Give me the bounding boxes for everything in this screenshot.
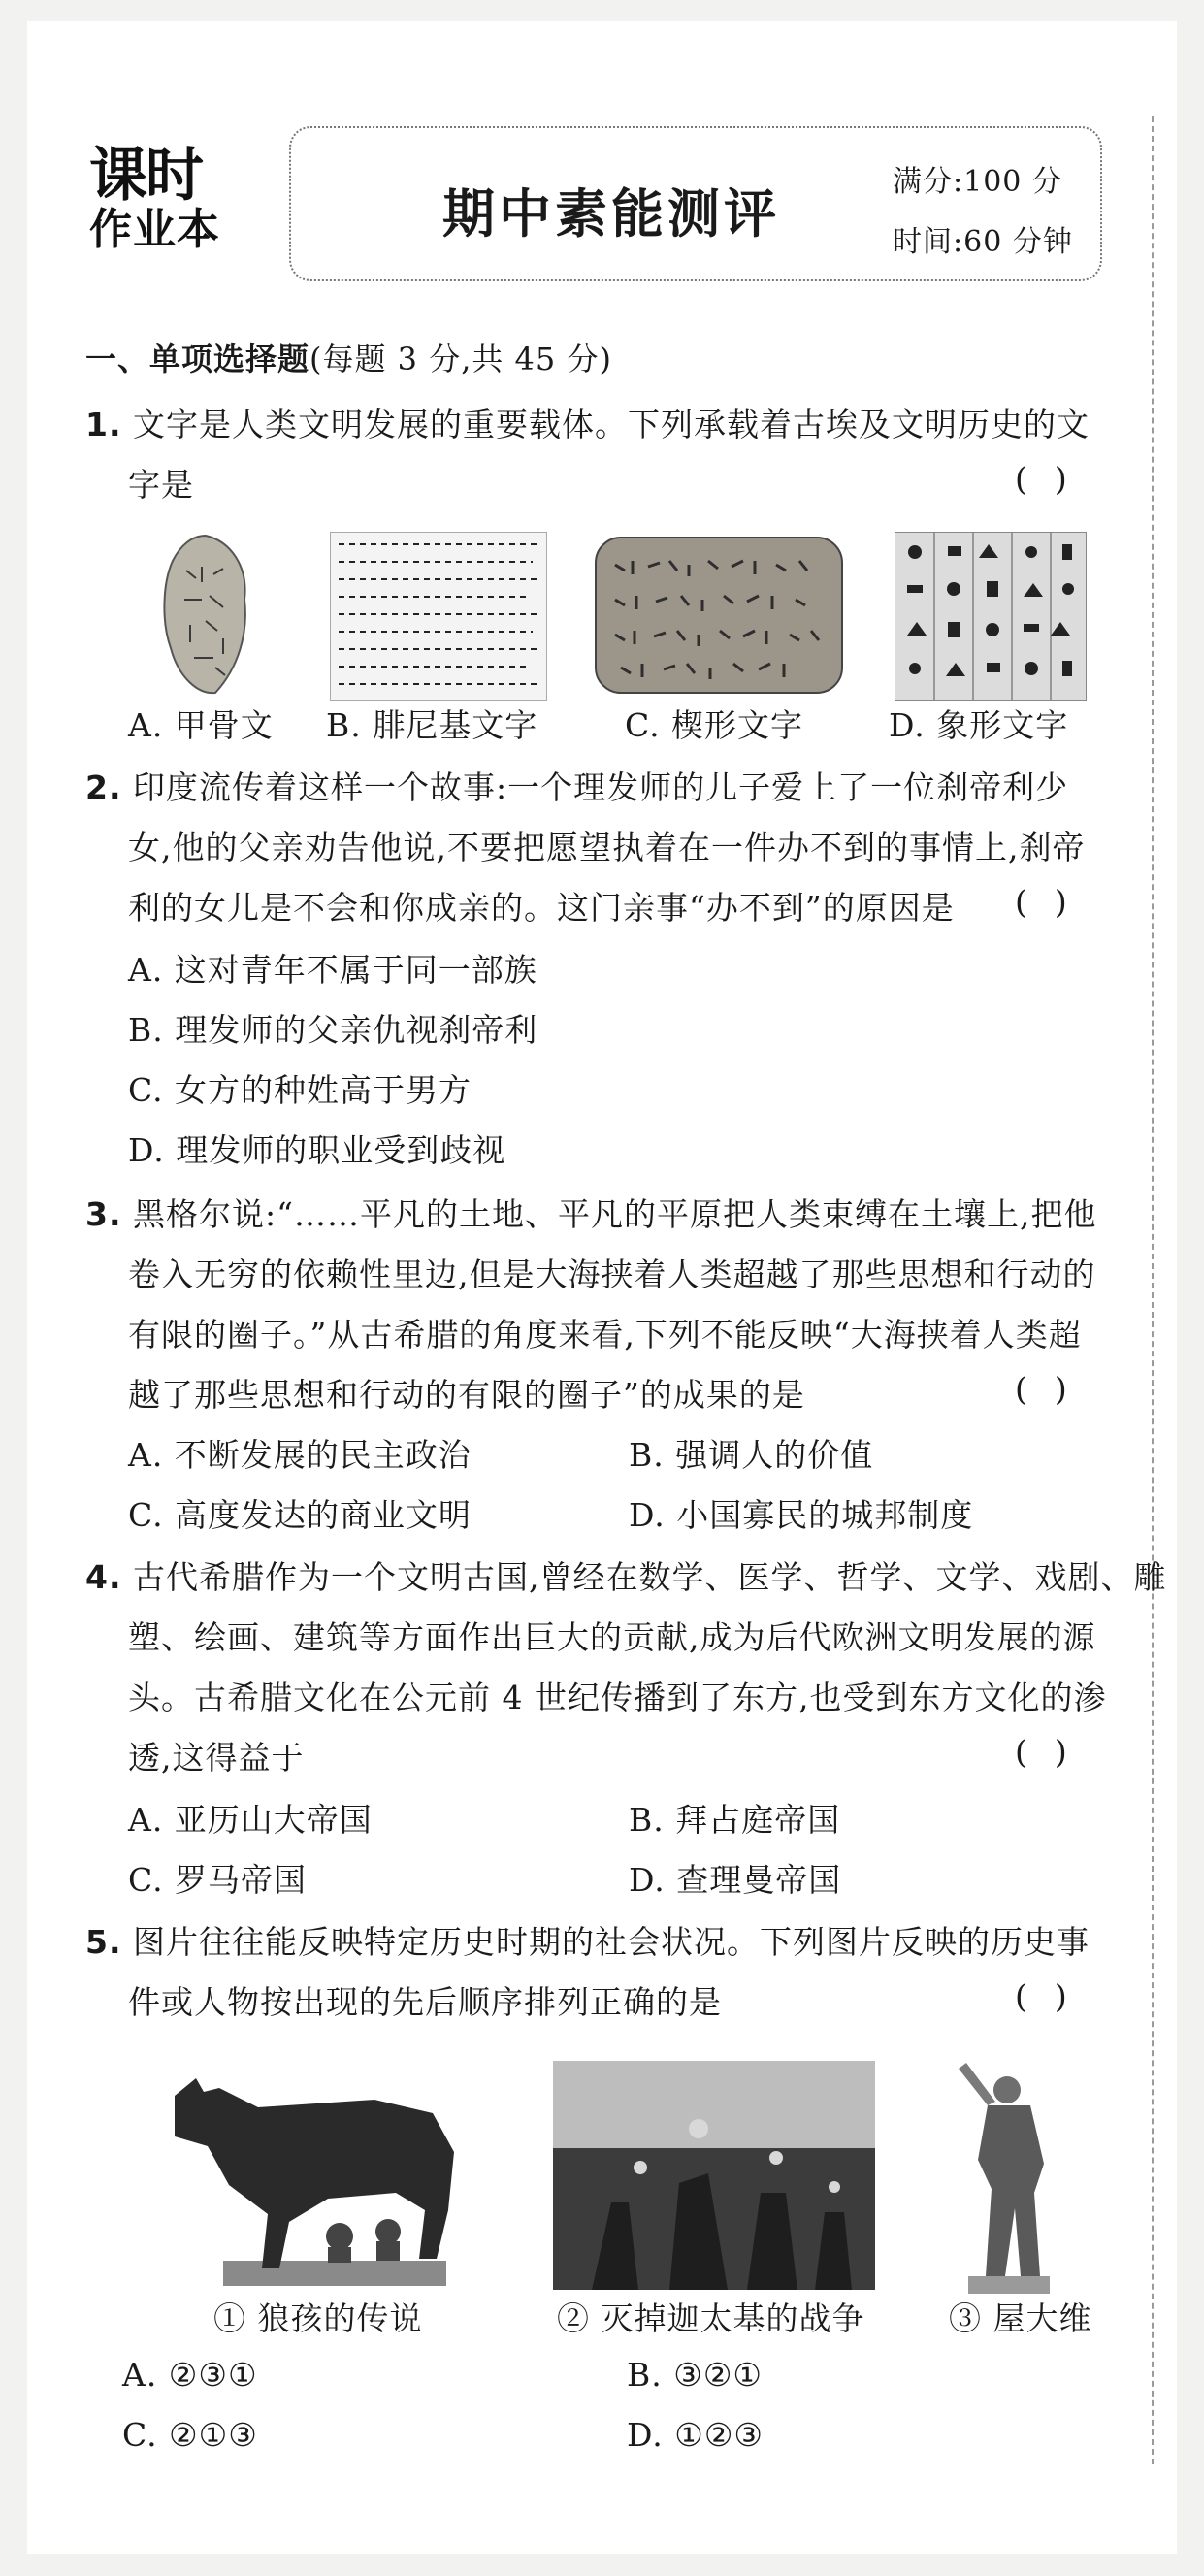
section-title: 一、单项选择题 xyxy=(85,341,310,377)
q2-option-d[interactable]: D. 理发师的职业受到歧视 xyxy=(128,1131,506,1169)
answer-blank[interactable]: () xyxy=(1015,1977,1094,2015)
question-2-line-2: 女,他的父亲劝告他说,不要把愿望执着在一件办不到的事情上,刹帝 xyxy=(128,829,1086,866)
q3-option-b[interactable]: B. 强调人的价值 xyxy=(629,1436,874,1474)
augustus-statue-image xyxy=(939,2057,1075,2295)
q5-caption-3: ③ 屋大维 xyxy=(949,2299,1092,2337)
carthage-war-painting-image xyxy=(553,2061,875,2290)
q3-option-d[interactable]: D. 小国寡民的城邦制度 xyxy=(629,1496,974,1534)
question-number: 1. xyxy=(85,406,122,443)
q5-caption-1: ① 狼孩的传说 xyxy=(213,2299,423,2337)
margin-dashed-rule xyxy=(1152,116,1154,2464)
answer-blank[interactable]: () xyxy=(1015,1733,1094,1771)
title-box xyxy=(289,126,1102,281)
question-text: 黑格尔说:“……平凡的土地、平凡的平原把人类束缚在土壤上,把他 xyxy=(133,1195,1097,1233)
question-1-line-1 xyxy=(85,400,1090,445)
q5-option-d[interactable]: D. ①②③ xyxy=(627,2416,765,2454)
answer-blank[interactable]: () xyxy=(1015,883,1094,921)
logo-line1: 课时 xyxy=(89,142,202,210)
q1-option-d[interactable]: D. 象形文字 xyxy=(889,706,1069,744)
q4-option-c[interactable]: C. 罗马帝国 xyxy=(128,1861,308,1899)
hieroglyph-image xyxy=(895,532,1087,701)
q1-option-c[interactable]: C. 楔形文字 xyxy=(625,706,804,744)
question-number: 2. xyxy=(85,768,122,806)
question-4-line-4: 透,这得益于 xyxy=(128,1739,305,1777)
question-3-line-1 xyxy=(85,1190,1096,1235)
question-5-line-1 xyxy=(85,1917,1090,1963)
oracle-bone-image xyxy=(155,532,257,697)
q1-option-a[interactable]: A. 甲骨文 xyxy=(128,706,274,744)
question-4-line-3: 头。古希腊文化在公元前 4 世纪传播到了东方,也受到东方文化的渗 xyxy=(128,1679,1107,1716)
question-text: 文字是人类文明发展的重要载体。下列承载着古埃及文明历史的文 xyxy=(133,406,1090,443)
answer-blank[interactable]: () xyxy=(1015,460,1094,498)
question-3-line-4: 越了那些思想和行动的有限的圈子”的成果的是 xyxy=(128,1376,805,1414)
question-text: 图片往往能反映特定历史时期的社会状况。下列图片反映的历史事 xyxy=(133,1923,1090,1961)
q3-option-a[interactable]: A. 不断发展的民主政治 xyxy=(128,1436,472,1474)
section-heading xyxy=(85,335,612,379)
she-wolf-statue-image xyxy=(155,2057,485,2290)
q4-option-a[interactable]: A. 亚历山大帝国 xyxy=(128,1801,373,1839)
q5-option-c[interactable]: C. ②①③ xyxy=(122,2416,258,2454)
time-limit: 时间:60 分钟 xyxy=(893,225,1073,259)
question-number: 3. xyxy=(85,1195,122,1233)
brand-logo xyxy=(89,142,244,272)
q2-option-a[interactable]: A. 这对青年不属于同一部族 xyxy=(128,951,537,989)
q3-option-c[interactable]: C. 高度发达的商业文明 xyxy=(128,1496,472,1534)
q2-option-b[interactable]: B. 理发师的父亲仇视刹帝利 xyxy=(128,1011,538,1049)
question-number: 4. xyxy=(85,1558,122,1596)
q4-option-b[interactable]: B. 拜占庭帝国 xyxy=(629,1801,841,1839)
full-score: 满分:100 分 xyxy=(893,165,1062,199)
q4-option-d[interactable]: D. 查理曼帝国 xyxy=(629,1861,842,1899)
q5-caption-2: ② 灭掉迦太基的战争 xyxy=(557,2299,865,2337)
question-2-line-1 xyxy=(85,763,1068,808)
q2-option-c[interactable]: C. 女方的种姓高于男方 xyxy=(128,1071,472,1109)
phoenician-script-image xyxy=(330,532,547,701)
cuneiform-tablet-image xyxy=(592,532,846,699)
question-4-line-2: 塑、绘画、建筑等方面作出巨大的贡献,成为后代欧洲文明发展的源 xyxy=(128,1618,1096,1656)
section-note: (每题 3 分,共 45 分) xyxy=(309,341,612,377)
question-number: 5. xyxy=(85,1923,122,1961)
question-4-line-1 xyxy=(85,1552,1167,1598)
question-3-line-3: 有限的圈子。”从古希腊的角度来看,下列不能反映“大海挟着人类超 xyxy=(128,1316,1082,1353)
q1-option-b[interactable]: B. 腓尼基文字 xyxy=(326,706,538,744)
answer-blank[interactable]: () xyxy=(1015,1370,1094,1408)
question-text: 印度流传着这样一个故事:一个理发师的儿子爱上了一位刹帝利少 xyxy=(133,768,1069,806)
question-3-line-2: 卷入无穷的依赖性里边,但是大海挟着人类超越了那些思想和行动的 xyxy=(128,1255,1096,1293)
page-title: 期中素能测评 xyxy=(442,182,780,245)
question-2-line-3: 利的女儿是不会和你成亲的。这门亲事“办不到”的原因是 xyxy=(128,889,955,927)
question-text: 古代希腊作为一个文明古国,曾经在数学、医学、哲学、文学、戏剧、雕 xyxy=(133,1558,1167,1596)
question-1-line-2: 字是 xyxy=(128,466,194,504)
logo-line2: 作业本 xyxy=(89,205,220,254)
q5-option-a[interactable]: A. ②③① xyxy=(122,2356,258,2394)
question-5-line-2: 件或人物按出现的先后顺序排列正确的是 xyxy=(128,1983,722,2021)
q5-option-b[interactable]: B. ③②① xyxy=(627,2356,763,2394)
